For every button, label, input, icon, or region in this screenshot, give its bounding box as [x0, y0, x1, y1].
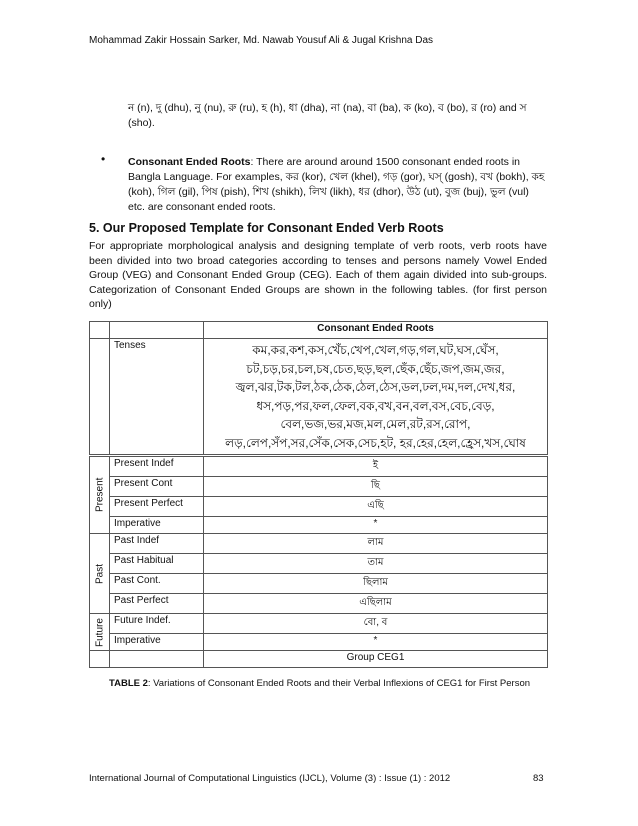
roots-line: কম,কর,কশ,কস,খেঁচ,খেপ,খেল,গড়,গল,ঘট,ঘস,ঘেঁস, — [252, 343, 499, 357]
tense-cell — [110, 497, 204, 517]
inflexion-cell: তাম — [204, 554, 548, 574]
corner-cell-2 — [110, 322, 204, 339]
tense-text: Present Perfect — [114, 498, 183, 509]
inflexion-cell: * — [204, 634, 548, 651]
empty-cell — [90, 651, 110, 668]
bullet-symbol: • — [101, 152, 106, 166]
inflexion-cell: এছিলাম — [204, 594, 548, 614]
group-label-past: Past — [90, 534, 110, 614]
paragraph-root-examples: ন (n), দু (dhu), নু (nu), রু (ru), হ (h), ধা (dha), না (na), বা (ba), ক (ko), ব (bo), র (ro) and স (sho). — [128, 102, 527, 129]
tense-cell: Past Cont. — [110, 574, 204, 594]
group-label: Group CEG1 — [204, 651, 548, 668]
roots-line: লড়,লেপ,সঁপ,সর,সেঁক,সেক,সেচ,হট, হর,হের,হেল,হ্রেস,খস,ঘোষ — [225, 435, 526, 450]
tense-cell: Imperative — [110, 634, 204, 651]
bullet-paragraph — [128, 155, 548, 215]
inflexion-cell: * — [204, 517, 548, 534]
bullet-text: : There are around around 1500 consonant ended roots in Bangla Language. For examples, কর (kor), খেল (khel), গড় (gor), ঘস্ (gosh), বখ (bokh), কহ (koh), গিল (gil), পিষ (pish), শিখ (shikh), লিখ (likh), ধর (dhor), উঠ (ut), বুজ (buj), ভুল (vul) etc. are consonant ended roots. — [128, 156, 545, 213]
page-number: 83 — [533, 773, 544, 784]
inflexion-cell: লাম — [204, 534, 548, 554]
table-header: Consonant Ended Roots — [204, 322, 548, 339]
roots-line: ধস,পড়,পর,ফল,ফেল,বক,বখ,বন,বল,বস,বেচ,বেড়, — [256, 398, 495, 413]
tense-cell: Imperative — [110, 517, 204, 534]
running-header: Mohammad Zakir Hossain Sarker, Md. Nawab Yousuf Ali & Jugal Krishna Das — [89, 35, 434, 46]
group-label-present: Present — [90, 456, 110, 534]
empty-cell — [90, 339, 110, 456]
inflexion-table — [89, 321, 548, 668]
body-paragraph: For appropriate morphological analysis and designing template of verb roots, verb roots have been divided into two broad categories according to tenses and persons namely Vowel Ended Group (VEG) and Consonant Ended Group (CEG). Each of them again divided into sub-groups. Categorization of Consonant Ended Groups are shown in the following tables. (for first person only) — [89, 240, 547, 311]
corner-cell — [90, 322, 110, 339]
empty-cell — [110, 651, 204, 668]
tense-cell: Present Indef — [110, 456, 204, 477]
table-caption — [109, 678, 530, 689]
roots-line: জ্বল,ঝর,টক,টল,ঠক,ঠেক,ঠেল,ঠেস,ডল,ঢল,দম,দল,দেখ,ধর, — [235, 380, 516, 394]
caption-label: TABLE 2 — [109, 678, 148, 689]
inflexion-cell: বো, ব — [204, 614, 548, 634]
tense-cell: Future Indef. — [110, 614, 204, 634]
roots-list — [204, 339, 548, 456]
inflexion-cell: ই — [204, 456, 548, 477]
roots-line: বেল,ভজ,ভর,মজ,মল,মেল,রট,রস,রোপ, — [280, 417, 471, 431]
journal-footer: International Journal of Computational Linguistics (IJCL), Volume (3) : Issue (1) : 2012 — [89, 773, 451, 784]
tense-cell: Present Cont — [110, 477, 204, 497]
group-label-future: Future — [90, 614, 110, 651]
bullet-label: Consonant Ended Roots — [128, 156, 251, 168]
roots-line: চট,চড়,চর,চল,চষ,চেত,ছড়,ছল,ছেঁক,ছেঁচ,জপ,জম,জর, — [246, 361, 505, 376]
tense-cell: Past Habitual — [110, 554, 204, 574]
inflexion-cell: ছিলাম — [204, 574, 548, 594]
caption-text: : Variations of Consonant Ended Roots and their Verbal Inflexions of CEG1 for First Person — [147, 678, 531, 689]
inflexion-cell: এছি — [204, 497, 548, 517]
section-heading: 5. Our Proposed Template for Consonant Ended Verb Roots — [89, 221, 444, 235]
inflexion-cell: ছি — [204, 477, 548, 497]
tense-cell: Past Indef — [110, 534, 204, 554]
tenses-label: Tenses — [110, 339, 204, 456]
tense-cell: Past Perfect — [110, 594, 204, 614]
